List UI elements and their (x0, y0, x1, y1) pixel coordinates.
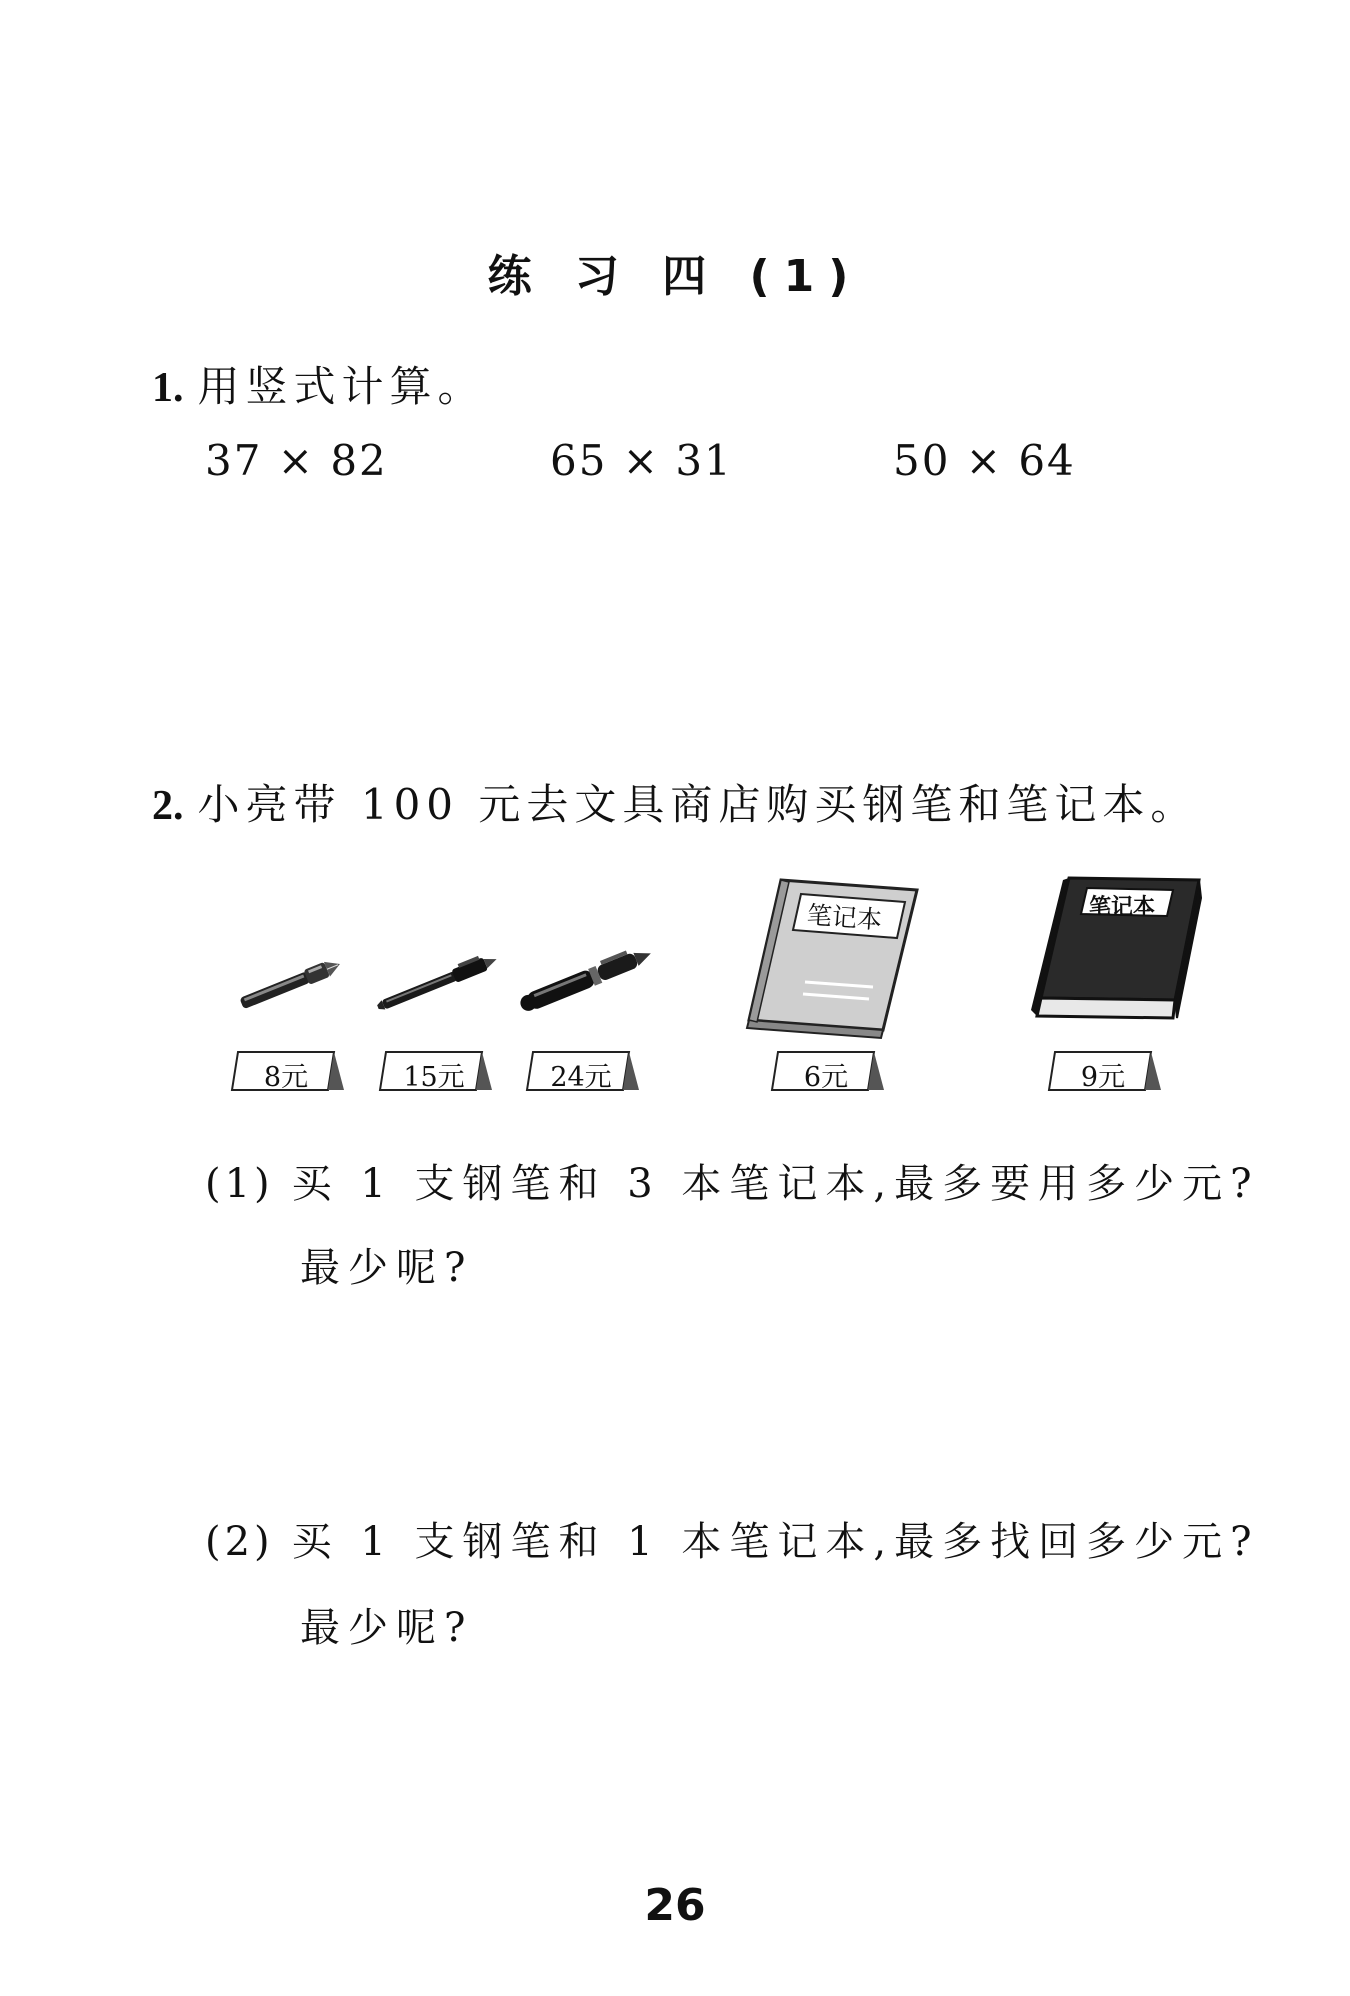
question-2-text: 小亮带 100 元去文具商店购买钢笔和笔记本。 (197, 780, 1199, 829)
price-tag-3 (525, 1050, 645, 1092)
price-tag-2 (378, 1050, 498, 1092)
notebook-2 (1025, 870, 1205, 1034)
sub-question-2 (205, 1510, 1260, 1567)
sub-question-2-label: (2) (205, 1519, 274, 1565)
page-number: 26 (644, 1880, 706, 1931)
sub-question-2-text: 买 1 支钢笔和 1 本笔记本,最多找回多少元? (291, 1519, 1260, 1565)
calc-expression-2: 65 × 31 (550, 436, 733, 485)
sub-question-2-followup: 最少呢? (300, 1605, 474, 1651)
calc-expression-1: 37 × 82 (205, 436, 388, 485)
price-label-2: 15元 (403, 1062, 465, 1093)
price-label-4: 6元 (803, 1062, 849, 1093)
sub-question-1-followup: 最少呢? (300, 1245, 474, 1291)
price-tag-4 (770, 1050, 890, 1092)
notebook-1 (745, 870, 925, 1044)
price-tag-5 (1047, 1050, 1167, 1092)
pen-1 (228, 950, 348, 1024)
notebook-icon (745, 870, 925, 1040)
price-tag-1 (230, 1050, 350, 1092)
question-2 (152, 772, 1198, 832)
sub-question-1 (205, 1152, 1260, 1209)
calc-expression-3: 50 × 64 (893, 436, 1076, 485)
price-label-3: 24元 (550, 1062, 612, 1093)
pen-2 (368, 945, 508, 1029)
question-2-number: 2. (152, 783, 184, 829)
pen-icon (510, 935, 660, 1025)
notebook-2-cover-label: 笔记本 (1089, 895, 1156, 920)
price-label-1: 8元 (263, 1062, 309, 1093)
pen-icon (228, 950, 348, 1020)
pen-icon (368, 945, 508, 1025)
page-title: 练 习 四 (1) (487, 251, 863, 302)
question-1-number: 1. (152, 365, 184, 411)
question-1 (152, 354, 486, 414)
sub-question-1-text: 买 1 支钢笔和 3 本笔记本,最多要用多少元? (291, 1161, 1260, 1207)
sub-question-1-label: (1) (205, 1161, 274, 1207)
pen-3 (510, 935, 660, 1029)
question-1-text: 用竖式计算。 (197, 362, 486, 411)
price-label-5: 9元 (1080, 1062, 1126, 1093)
notebook-1-cover-label: 笔记本 (805, 900, 883, 935)
